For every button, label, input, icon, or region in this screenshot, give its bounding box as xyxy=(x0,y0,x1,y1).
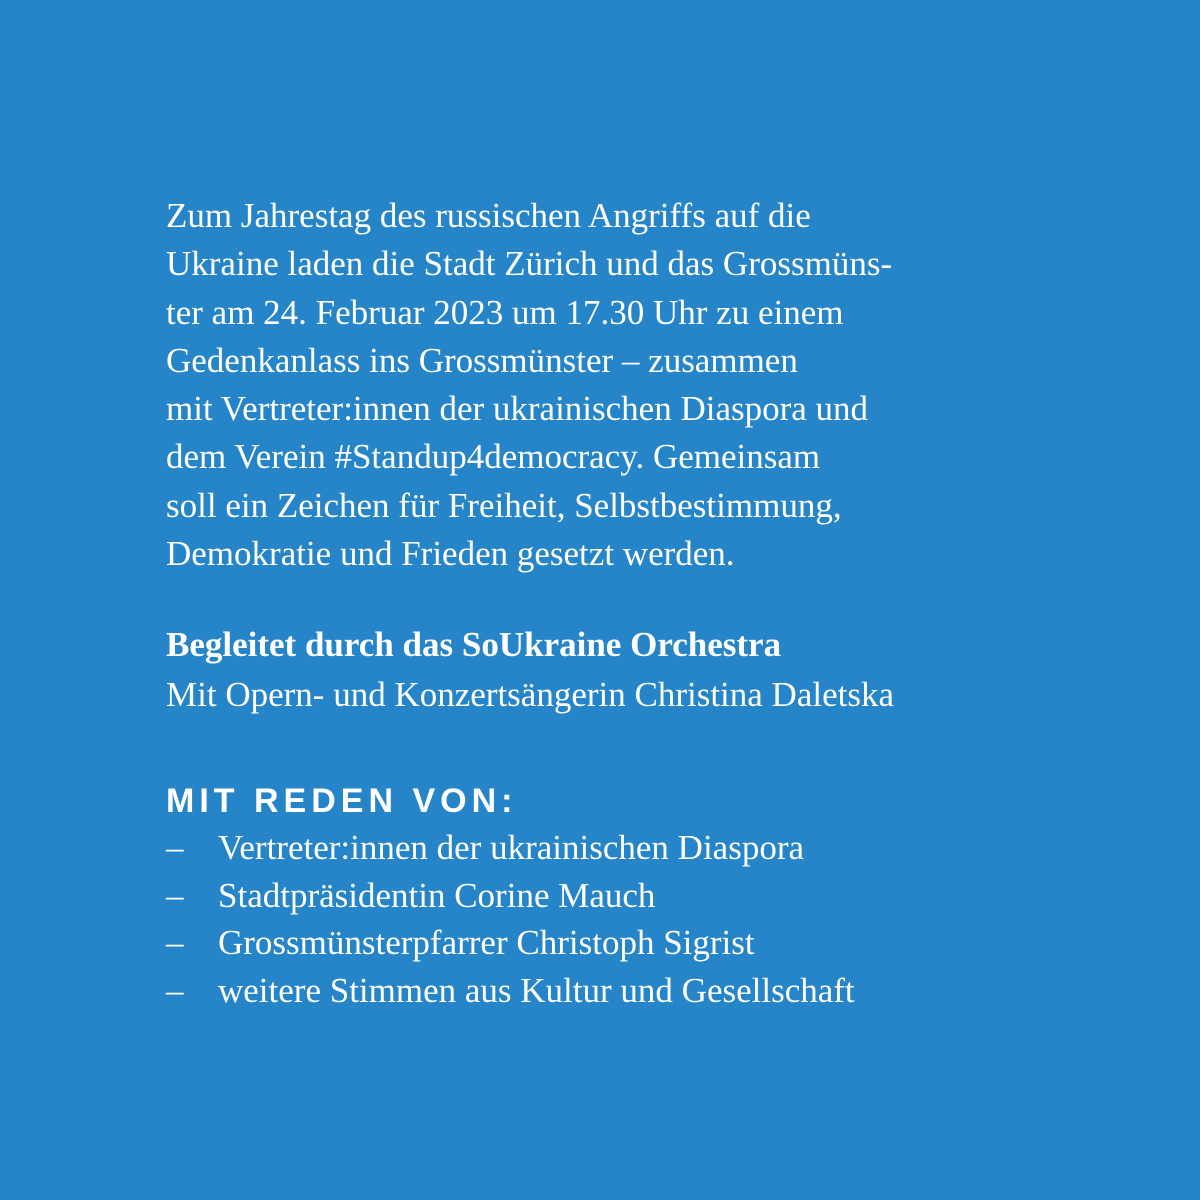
intro-line: soll ein Zeichen für Freiheit, Selbstbestimmung, xyxy=(166,485,842,525)
dash-bullet: – xyxy=(166,828,184,867)
speaker-name: Vertreter:innen der ukrainischen Diaspora xyxy=(218,828,805,867)
music-subtitle: Mit Opern- und Konzertsängerin Christina Daletska xyxy=(166,675,895,714)
list-item xyxy=(166,872,1166,920)
intro-line: mit Vertreter:innen der ukrainischen Diaspora und xyxy=(166,389,869,429)
speakers-list xyxy=(166,824,1166,1014)
list-item xyxy=(166,824,1166,872)
dash-bullet: – xyxy=(166,970,184,1010)
speaker-name: weitere Stimmen aus Kultur und Gesellschaft xyxy=(218,970,855,1010)
dash-bullet: – xyxy=(166,923,184,962)
speaker-name: Grossmünsterpfarrer Christoph Sigrist xyxy=(218,923,755,962)
music-title: Begleitet durch das SoUkraine Orchestra xyxy=(166,625,782,664)
speakers-section xyxy=(166,778,1166,1014)
intro-line: Zum Jahrestag des russischen Angriffs auf die xyxy=(166,196,811,235)
music-section xyxy=(166,620,1166,720)
intro-line: dem Verein #Standup4democracy. Gemeinsam xyxy=(166,437,821,477)
intro-line: Demokratie und Frieden gesetzt werden. xyxy=(166,534,735,574)
intro-line: ter am 24. Februar 2023 um 17.30 Uhr zu einem xyxy=(166,292,844,332)
speakers-heading: MIT REDEN VON: xyxy=(166,782,518,820)
intro-paragraph xyxy=(166,192,1166,578)
list-item xyxy=(166,967,1166,1015)
list-item xyxy=(166,919,1166,967)
intro-line: Gedenkanlass ins Grossmünster – zusammen xyxy=(166,340,798,380)
intro-line: Ukraine laden die Stadt Zürich und das Grossmüns- xyxy=(166,244,893,284)
speaker-name: Stadtpräsidentin Corine Mauch xyxy=(218,875,656,915)
dash-bullet: – xyxy=(166,875,184,915)
